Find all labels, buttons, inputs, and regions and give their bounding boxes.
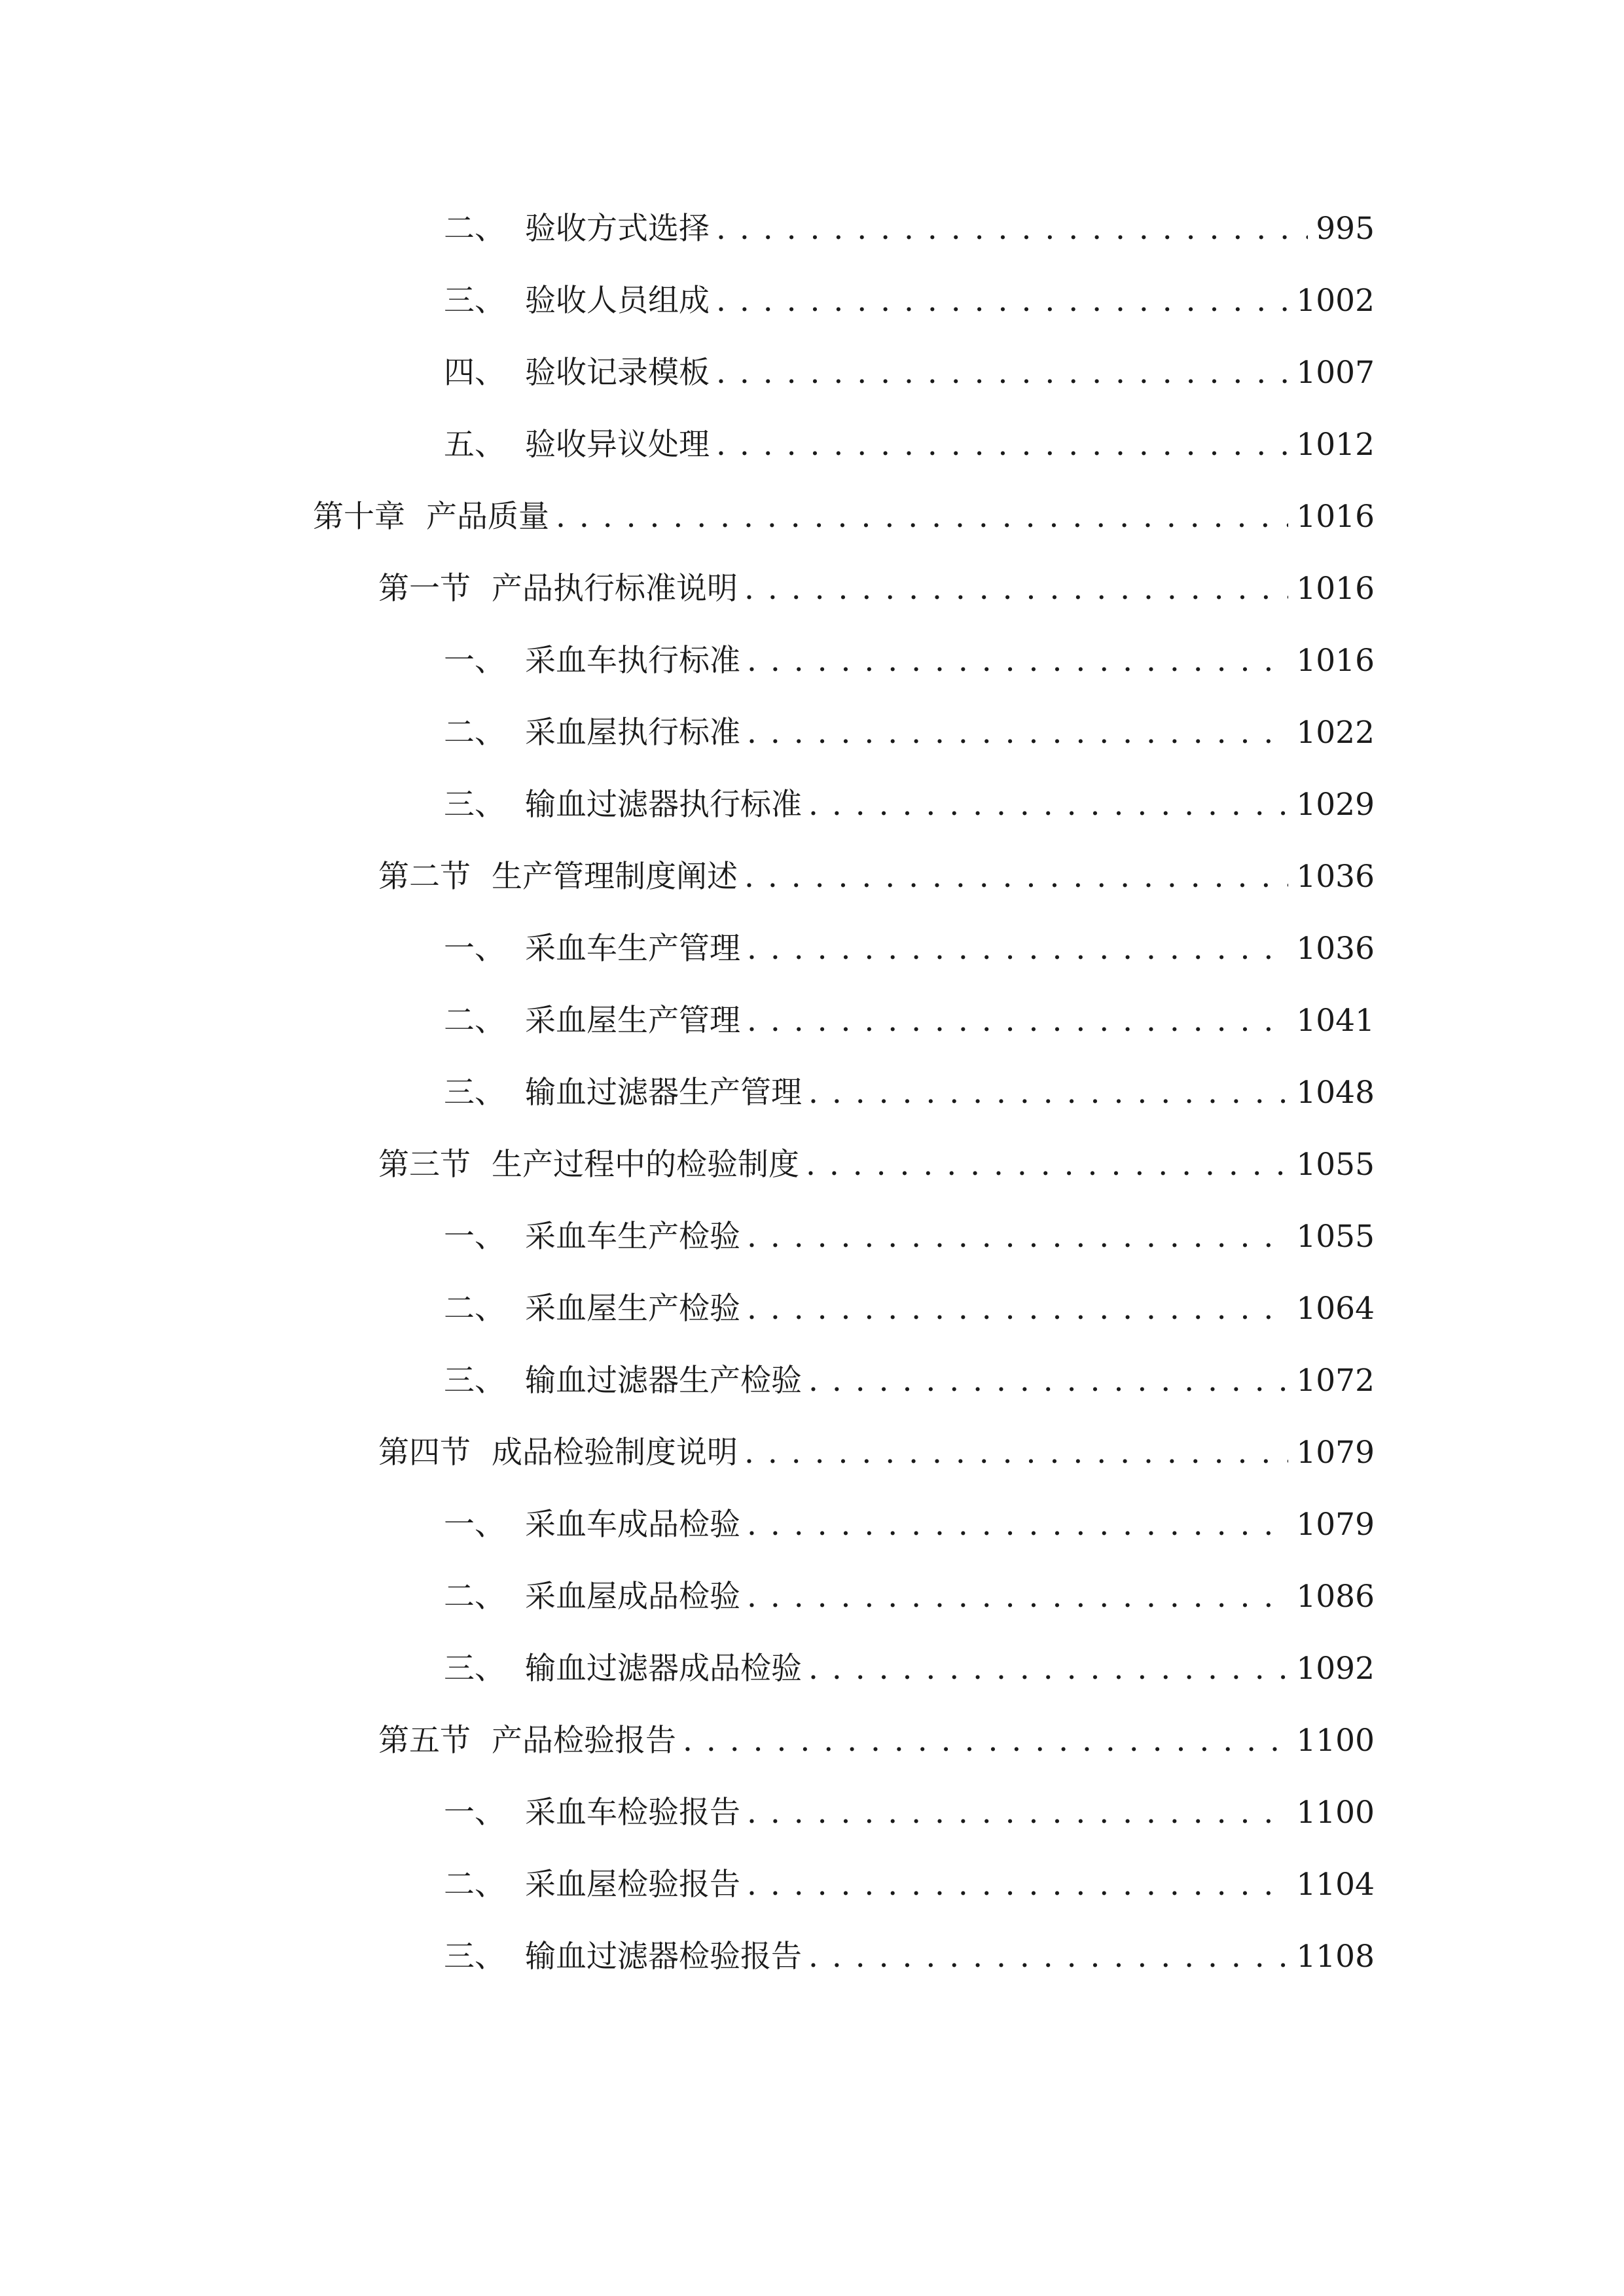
entry-page-number: 1016	[1296, 571, 1375, 607]
dot-leader	[710, 275, 1288, 327]
entry-title: 输血过滤器执行标准	[525, 787, 802, 823]
dot-leader	[738, 1427, 1288, 1479]
entry-number: 第五节	[378, 1723, 471, 1759]
entry-page-number: 1108	[1296, 1939, 1375, 1975]
entry-title: 输血过滤器检验报告	[525, 1939, 802, 1975]
entry-number: 三、	[444, 1651, 505, 1687]
dot-leader	[710, 419, 1288, 471]
toc-entry[interactable]	[444, 1787, 1375, 1839]
toc-section-entry[interactable]	[378, 1139, 1375, 1191]
entry-title: 采血屋检验报告	[525, 1867, 740, 1903]
toc-entry[interactable]	[444, 779, 1375, 831]
toc-section-entry[interactable]	[378, 1715, 1375, 1767]
toc-entry[interactable]	[444, 275, 1375, 327]
entry-title: 产品检验报告	[492, 1723, 676, 1759]
entry-page-number: 1055	[1296, 1219, 1375, 1255]
dot-leader	[799, 1139, 1288, 1191]
entry-title: 采血屋执行标准	[525, 715, 740, 751]
toc-entry[interactable]	[444, 419, 1375, 471]
entry-number: 二、	[444, 1003, 505, 1039]
entry-title: 生产过程中的检验制度	[492, 1147, 799, 1183]
entry-number: 二、	[444, 1291, 505, 1327]
entry-page-number: 1100	[1296, 1795, 1375, 1831]
entry-page-number: 1048	[1296, 1075, 1375, 1111]
dot-leader	[740, 923, 1288, 975]
entry-page-number: 1036	[1296, 931, 1375, 967]
toc-entry[interactable]	[444, 1571, 1375, 1623]
entry-title: 采血车执行标准	[525, 643, 740, 679]
dot-leader	[740, 1283, 1288, 1335]
entry-number: 三、	[444, 1363, 505, 1399]
entry-title: 输血过滤器生产检验	[525, 1363, 802, 1399]
entry-number: 三、	[444, 1075, 505, 1111]
toc-entry[interactable]	[444, 1499, 1375, 1551]
entry-page-number: 1086	[1296, 1579, 1375, 1615]
entry-number: 第四节	[378, 1435, 471, 1471]
entry-number: 第一节	[378, 571, 471, 607]
toc-entry[interactable]	[444, 203, 1375, 255]
entry-number: 二、	[444, 1579, 505, 1615]
entry-title: 生产管理制度阐述	[492, 859, 738, 895]
entry-page-number: 1016	[1296, 643, 1375, 679]
dot-leader	[740, 1211, 1288, 1263]
toc-entry[interactable]	[444, 347, 1375, 399]
entry-title: 采血屋生产管理	[525, 1003, 740, 1039]
entry-title: 验收人员组成	[525, 283, 710, 319]
dot-leader	[738, 851, 1288, 903]
dot-leader	[740, 635, 1288, 687]
toc-chapter-entry[interactable]	[313, 491, 1375, 543]
dot-leader	[802, 1355, 1288, 1407]
entry-title: 验收记录模板	[525, 355, 710, 391]
entry-title: 输血过滤器生产管理	[525, 1075, 802, 1111]
toc-entry[interactable]	[444, 995, 1375, 1047]
entry-number: 第十章	[313, 499, 405, 535]
dot-leader	[740, 1499, 1288, 1551]
entry-number: 一、	[444, 643, 505, 679]
toc-entry[interactable]	[444, 1931, 1375, 1983]
dot-leader	[738, 563, 1288, 615]
toc-entry[interactable]	[444, 1067, 1375, 1119]
entry-page-number: 1064	[1296, 1291, 1375, 1327]
entry-title: 成品检验制度说明	[492, 1435, 738, 1471]
dot-leader	[740, 707, 1288, 759]
entry-title: 采血屋成品检验	[525, 1579, 740, 1615]
toc-entry[interactable]	[444, 1643, 1375, 1695]
dot-leader	[802, 1067, 1288, 1119]
entry-title: 采血车生产检验	[525, 1219, 740, 1255]
entry-title: 产品执行标准说明	[492, 571, 738, 607]
entry-number: 三、	[444, 283, 505, 319]
toc-entry[interactable]	[444, 1283, 1375, 1335]
entry-number: 第三节	[378, 1147, 471, 1183]
toc-section-entry[interactable]	[378, 1427, 1375, 1479]
dot-leader	[740, 995, 1288, 1047]
entry-page-number: 1079	[1296, 1507, 1375, 1543]
dot-leader	[549, 491, 1288, 543]
entry-page-number: 1007	[1296, 355, 1375, 391]
entry-title: 验收异议处理	[525, 427, 710, 463]
entry-page-number: 1072	[1296, 1363, 1375, 1399]
dot-leader	[740, 1859, 1288, 1911]
toc-section-entry[interactable]	[378, 851, 1375, 903]
toc-entry[interactable]	[444, 923, 1375, 975]
entry-page-number: 1036	[1296, 859, 1375, 895]
entry-page-number: 995	[1316, 211, 1375, 247]
entry-page-number: 1079	[1296, 1435, 1375, 1471]
entry-page-number: 1002	[1296, 283, 1375, 319]
toc-entry[interactable]	[444, 1211, 1375, 1263]
toc-entry[interactable]	[444, 707, 1375, 759]
entry-page-number: 1055	[1296, 1147, 1375, 1183]
entry-title: 产品质量	[426, 499, 549, 535]
entry-number: 第二节	[378, 859, 471, 895]
dot-leader	[802, 1643, 1288, 1695]
entry-page-number: 1100	[1296, 1723, 1375, 1759]
entry-number: 一、	[444, 1795, 505, 1831]
entry-page-number: 1016	[1296, 499, 1375, 535]
entry-number: 一、	[444, 1507, 505, 1543]
entry-number: 二、	[444, 211, 505, 247]
entry-title: 输血过滤器成品检验	[525, 1651, 802, 1687]
dot-leader	[710, 347, 1288, 399]
entry-number: 三、	[444, 1939, 505, 1975]
dot-leader	[740, 1571, 1288, 1623]
toc-section-entry[interactable]	[378, 563, 1375, 615]
toc-entry[interactable]	[444, 1355, 1375, 1407]
dot-leader	[802, 1931, 1288, 1983]
entry-page-number: 1022	[1296, 715, 1375, 751]
entry-page-number: 1029	[1296, 787, 1375, 823]
entry-page-number: 1104	[1296, 1867, 1375, 1903]
entry-title: 采血车检验报告	[525, 1795, 740, 1831]
entry-title: 验收方式选择	[525, 211, 710, 247]
entry-number: 一、	[444, 931, 505, 967]
toc-entry[interactable]	[444, 1859, 1375, 1911]
entry-title: 采血车成品检验	[525, 1507, 740, 1543]
dot-leader	[740, 1787, 1288, 1839]
entry-number: 三、	[444, 787, 505, 823]
entry-page-number: 1041	[1296, 1003, 1375, 1039]
entry-page-number: 1012	[1296, 427, 1375, 463]
dot-leader	[676, 1715, 1288, 1767]
entry-number: 二、	[444, 1867, 505, 1903]
entry-title: 采血屋生产检验	[525, 1291, 740, 1327]
entry-number: 一、	[444, 1219, 505, 1255]
dot-leader	[710, 203, 1308, 255]
entry-page-number: 1092	[1296, 1651, 1375, 1687]
dot-leader	[802, 779, 1288, 831]
entry-number: 五、	[444, 427, 505, 463]
entry-number: 四、	[444, 355, 505, 391]
toc-entry[interactable]	[444, 635, 1375, 687]
entry-number: 二、	[444, 715, 505, 751]
entry-title: 采血车生产管理	[525, 931, 740, 967]
